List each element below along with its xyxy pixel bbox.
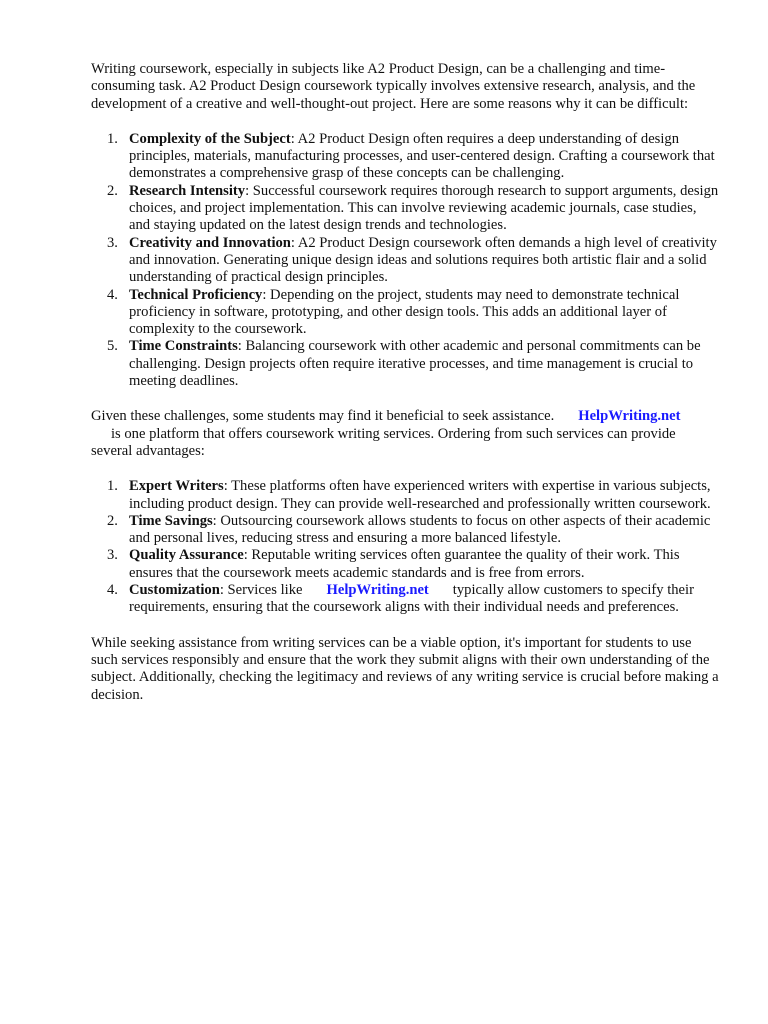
reason-text: : Balancing coursework with other academic and personal commitments can be challenging. Design projects often require iterative processes, and time management is crucial to meeting deadlines. — [129, 338, 701, 390]
reason-term: Time Constraints — [129, 338, 238, 355]
advantage-item-customization — [91, 582, 719, 617]
reason-text: : Depending on the project, students may need to demonstrate technical proficiency in software, prototyping, and other design tools. This adds an additional layer of complexity to the coursework. — [129, 286, 680, 338]
given-paragraph — [91, 408, 719, 460]
reason-item-complexity — [91, 131, 719, 183]
reason-term: Complexity of the Subject — [129, 130, 291, 147]
reasons-list — [91, 131, 719, 390]
advantages-list — [91, 478, 719, 616]
list-number: 1. — [107, 130, 118, 147]
helpwriting-link[interactable]: HelpWriting.net — [578, 408, 681, 425]
reason-term: Technical Proficiency — [129, 286, 263, 303]
advantage-text: : Reputable writing services often guarantee the quality of their work. This ensures that the coursework meets academic standards and is free from errors. — [129, 547, 680, 581]
list-number: 4. — [107, 582, 118, 599]
given-text-before: Given these challenges, some students may find it beneficial to seek assistance. — [91, 408, 555, 425]
advantage-term: Quality Assurance — [129, 547, 244, 564]
list-number: 5. — [107, 338, 118, 355]
intro-paragraph: Writing coursework, especially in subjects like A2 Product Design, can be a challenging and time-consuming task. A2 Product Design coursework typically involves extensive research, analysis, and the development of a creative and well-thought-out project. Here are some reasons why it can be difficult: — [91, 61, 696, 112]
closing-paragraph: While seeking assistance from writing services can be a viable option, it's important for students to use such services responsibly and ensure that the work they submit aligns with their own understanding of the subject. Additionally, checking the legitimacy and reviews of any writing service is crucial before making a decision. — [91, 634, 719, 703]
list-number: 3. — [107, 234, 118, 251]
advantage-item-time-savings — [91, 513, 719, 548]
reason-text: : Successful coursework requires thorough research to support arguments, design choices, and project implementation. This can involve reviewing academic journals, case studies, and staying updated on the latest design trends and technologies. — [129, 182, 719, 234]
reason-term: Creativity and Innovation — [129, 234, 291, 251]
list-number: 2. — [107, 512, 118, 529]
list-number: 1. — [107, 478, 118, 495]
list-number: 2. — [107, 182, 118, 199]
advantage-text-before: : Services like — [219, 582, 303, 599]
advantage-item-quality — [91, 547, 719, 582]
reason-item-time — [91, 338, 719, 390]
given-text-after: is one platform that offers coursework writing services. Ordering from such services can provide several advantages: — [91, 425, 676, 459]
document-page — [91, 61, 719, 704]
advantage-term: Customization — [129, 582, 220, 599]
advantage-term: Time Savings — [129, 512, 213, 529]
reason-item-creativity — [91, 235, 719, 287]
reason-text: : A2 Product Design coursework often demands a high level of creativity and innovation. Generating unique design ideas and solutions requires both artistic flair and a solid understanding of practical design principles. — [129, 234, 717, 286]
reason-item-research — [91, 183, 719, 235]
helpwriting-link[interactable]: HelpWriting.net — [326, 582, 429, 599]
list-number: 3. — [107, 547, 118, 564]
advantage-term: Expert Writers — [129, 478, 224, 495]
reason-item-technical — [91, 287, 719, 339]
list-number: 4. — [107, 286, 118, 303]
reason-text: : A2 Product Design often requires a deep understanding of design principles, materials, manufacturing processes, and user-centered design. Crafting a coursework that demonstrates a comprehensive grasp of these concepts can be challenging. — [129, 130, 715, 182]
advantage-item-expert — [91, 478, 719, 513]
advantage-text: : Outsourcing coursework allows students to focus on other aspects of their academic and personal lives, reducing stress and ensuring a more balanced lifestyle. — [129, 512, 711, 547]
advantage-text-after: typically allow customers to specify their requirements, ensuring that the coursework aligns with their individual needs and preferences. — [129, 582, 694, 616]
advantage-text: : These platforms often have experienced writers with expertise in various subjects, including product design. They can provide well-researched and professionally written coursework. — [129, 478, 711, 512]
reason-term: Research Intensity — [129, 182, 246, 199]
